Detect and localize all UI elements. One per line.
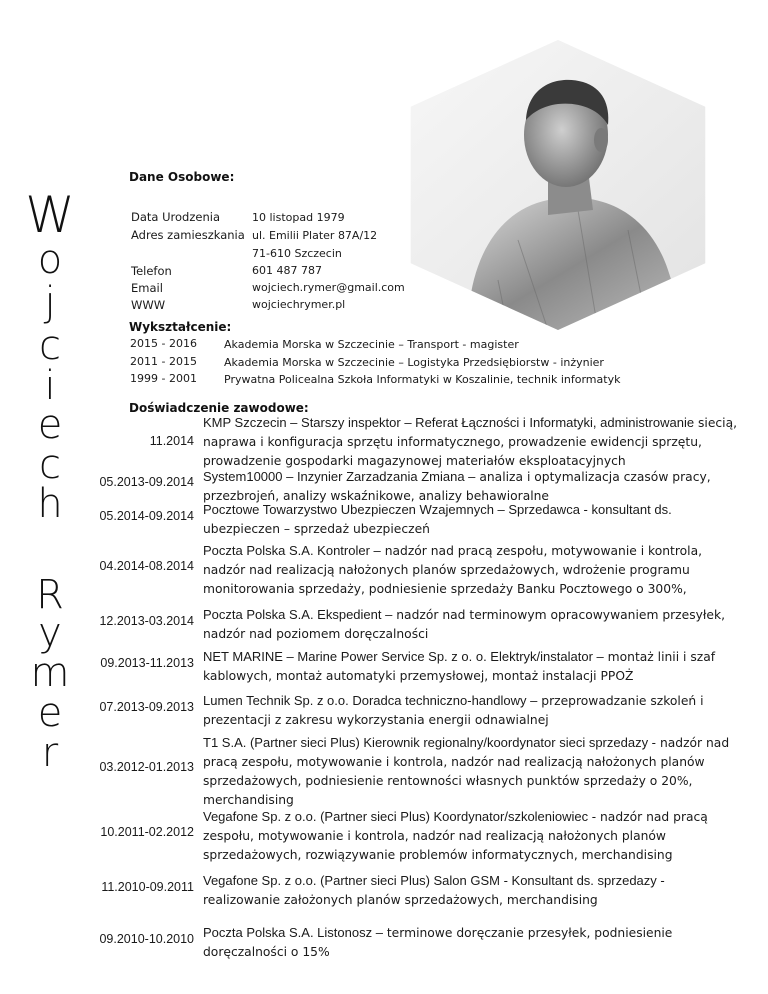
experience-description: siecią, naprawa i konfiguracja sprzętu informatycznego, prowadzenie ewidencji sprzętu, prowadzenie gospodarki magazynowej materiałów eksploatacyjnych — [203, 416, 738, 468]
experience-description: montaż linii i szaf kablowych, montaż automatyki przemysłowej, montaż instalacji PPOŻ — [203, 650, 716, 683]
experience-role: Lumen Technik Sp. z o.o. Doradca techniczno-handlowy – — [203, 693, 538, 708]
name-letter: c — [39, 442, 61, 488]
experience-entry — [203, 413, 743, 471]
birthdate-label: Data Urodzenia — [131, 210, 220, 224]
name-letter: y — [38, 610, 62, 656]
experience-entry — [203, 691, 743, 730]
experience-date: 03.2012-01.2013 — [99, 760, 194, 774]
experience-description: realizowanie założonych planów sprzedażowych, merchandising — [203, 893, 598, 907]
education-entry: Prywatna Policealna Szkoła Informatyki w Koszalinie, technik informatyk — [224, 373, 621, 386]
experience-description: nadzór nad terminowym opracowywaniem przesyłek, nadzór nad poziomem doręczalności — [203, 608, 725, 641]
experience-date: 12.2013-03.2014 — [99, 614, 194, 628]
experience-date: 09.2013-11.2013 — [100, 656, 194, 670]
experience-role: Vegafone Sp. z o.o. (Partner sieci Plus) Salon GSM - Konsultant ds. sprzedazy - — [203, 873, 665, 888]
experience-role: Pocztowe Towarzystwo Ubezpieczen Wzajemnych – Sprzedawca - konsultant ds. — [203, 502, 672, 517]
education-entry: Akademia Morska w Szczecinie – Transport - magister — [224, 338, 519, 351]
experience-role: Poczta Polska S.A. Kontroler – — [203, 543, 381, 558]
experience-description: nadzór nad pracą zespołu, motywowanie i kontrola, nadzór nad realizacją nałożonych planów sprzedażowych, wdrożenie programu monitorowania sprzedaży, podniesienie sprzedaży Banku Pocztowego o 300%, — [203, 544, 703, 596]
experience-date: 05.2013-09.2014 — [99, 475, 194, 489]
experience-role: Vegafone Sp. z o.o. (Partner sieci Plus) Koordynator/szkoleniowiec - — [203, 809, 597, 824]
birthdate-value: 10 listopad 1979 — [252, 211, 345, 224]
experience-role: NET MARINE – Marine Power Service Sp. z o. o. Elektryk/instalator – — [203, 649, 604, 664]
experience-description: terminowe doręczanie przesyłek, podniesienie doręczalności o 15% — [203, 926, 673, 959]
experience-description: przeprowadzanie szkoleń i prezentacji z zakresu wykorzystania energii odnawialnej — [203, 694, 704, 727]
experience-date: 07.2013-09.2013 — [99, 700, 194, 714]
name-letter: e — [37, 402, 63, 448]
experience-date: 11.2014 — [149, 434, 194, 448]
name-letter: i — [44, 363, 56, 409]
education-section-title: Wykształcenie: — [129, 320, 232, 334]
experience-date: 04.2014-08.2014 — [99, 559, 194, 573]
education-date: 2011 - 2015 — [130, 355, 197, 368]
name-letter: j — [44, 279, 56, 325]
experience-entry — [203, 500, 743, 539]
name-letter: R — [36, 572, 64, 618]
name-letter: o — [37, 237, 63, 283]
name-letter: e — [37, 690, 63, 736]
personal-section-title: Dane Osobowe: — [129, 170, 235, 184]
www-label: WWW — [131, 298, 166, 312]
www-value[interactable]: wojciechrymer.pl — [252, 298, 346, 311]
profile-photo — [398, 40, 718, 330]
name-letter: W — [25, 186, 75, 244]
experience-description: ubezpieczen – sprzedaż ubezpieczeń — [203, 522, 430, 536]
experience-entry — [203, 647, 743, 686]
experience-entry — [203, 923, 743, 962]
phone-label: Telefon — [131, 264, 172, 278]
experience-section-title: Doświadczenie zawodowe: — [129, 401, 309, 415]
experience-description: analiza i optymalizacja czasów pracy, przezbrojeń, analizy wskaźnikowe, analizy behawioralne — [203, 470, 711, 503]
experience-entry — [203, 807, 743, 865]
experience-entry — [203, 871, 743, 910]
name-letter: c — [39, 323, 61, 369]
experience-description: nadzór nad pracą zespołu, motywowanie i kontrola, nadzór nad realizacją nałożonych planów sprzedażowych, rozwiązywanie problemów informatycznych, merchandising — [203, 810, 708, 862]
experience-date: 10.2011-02.2012 — [100, 825, 194, 839]
experience-entry — [203, 605, 743, 644]
address-value: ul. Emilii Plater 87A/12 — [252, 229, 378, 242]
phone-value: 601 487 787 — [252, 264, 322, 277]
experience-date: 09.2010-10.2010 — [99, 932, 194, 946]
experience-role: Poczta Polska S.A. Listonosz – — [203, 925, 383, 940]
email-value[interactable]: wojciech.rymer@gmail.com — [252, 281, 405, 294]
name-letter: r — [41, 730, 59, 776]
experience-date: 05.2014-09.2014 — [99, 509, 194, 523]
education-date: 2015 - 2016 — [130, 337, 197, 350]
name-letter: m — [30, 650, 70, 696]
experience-description: nadzór nad pracą zespołu, motywowanie i kontrola, nadzór nad realizacją nałożonych planów sprzedażowych, podniesienie rentowności własnych punktów sprzedaży o 20%, merchandising — [203, 736, 730, 807]
experience-date: 11.2010-09.2011 — [101, 880, 194, 894]
education-date: 1999 - 2001 — [130, 372, 197, 385]
experience-entry — [203, 541, 743, 599]
experience-entry — [203, 733, 743, 810]
address-city-value: 71-610 Szczecin — [252, 247, 342, 260]
experience-role: KMP Szczecin – Starszy inspektor – Referat Łączności i Informatyki, administrowanie — [203, 415, 695, 430]
education-entry: Akademia Morska w Szczecinie – Logistyka Przedsiębiorstw - inżynier — [224, 356, 604, 369]
address-label: Adres zamieszkania — [131, 228, 245, 242]
experience-role: System10000 – Inzynier Zarzadzania Zmiana – — [203, 469, 476, 484]
portrait-illustration — [398, 40, 718, 330]
experience-role: Poczta Polska S.A. Ekspedient – — [203, 607, 393, 622]
experience-role: T1 S.A. (Partner sieci Plus) Kierownik regionalny/koordynator sieci sprzedazy - — [203, 735, 657, 750]
email-label: Email — [131, 281, 163, 295]
name-letter: h — [37, 481, 63, 527]
